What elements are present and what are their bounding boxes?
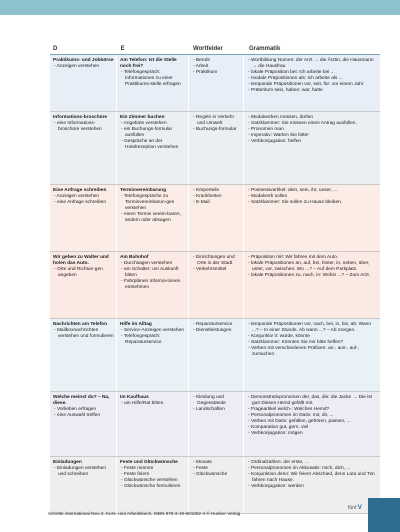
cell-title: Am Telefon: Ist die Stelle noch frei? [120, 58, 177, 69]
col-grammatik-cell [244, 319, 380, 391]
page-number-numeral: V [357, 505, 362, 511]
col-grammatik-cell [244, 252, 380, 318]
col-e-cell [117, 457, 189, 513]
col-d-cell [50, 319, 117, 391]
cell-item: - Possessivartikel: dein, sein, ihr, unser, ... [247, 188, 378, 194]
cell-item: - ein Buchungs-formular ausfüllen [120, 127, 186, 139]
cell-item: - Gespräche an der Hotelrezeption verstehen [120, 139, 186, 151]
cell-item: - Telefongespräch: Informationen zu einer Praktikums-stelle erfragen [120, 70, 186, 88]
cell-title: Ein Zimmer buchen [120, 115, 165, 120]
cell-item: - Präposition mit: Wir fahren mit dem Auto. [247, 255, 378, 261]
cell-item: - Personalpronomen im Akkusativ: mich, dich, ... [247, 466, 378, 472]
table-row [50, 457, 380, 514]
cell-item: - Landschaften [192, 407, 241, 413]
cell-item: - Verben mit Dativ: gefallen, gehören, passen, ... [247, 419, 378, 425]
cell-item: - Angebote verstehen [120, 121, 186, 127]
cell-item: - E-Mail [192, 200, 241, 206]
cell-item: - Berufe [192, 58, 241, 64]
col-grammatik-cell [244, 112, 380, 184]
cell-item: - Verbkonjugation: helfen [247, 139, 378, 145]
cell-title: Welche meinst du? – Na, diese. [53, 395, 110, 406]
cell-item: - Verkehrsmittel [192, 267, 241, 273]
cell-item: - Regeln in Verkehr und Umwelt [192, 115, 241, 127]
col-wortfelder-cell [189, 457, 244, 513]
col-e-cell [117, 392, 189, 456]
col-wortfelder-cell [189, 319, 244, 391]
top-color-bar [0, 0, 400, 15]
cell-item: - Durchsagen verstehen [120, 261, 186, 267]
cell-item: - eine Auswahl treffen [53, 413, 114, 419]
cell-item: - um Hilfe/Rat bitten [120, 401, 186, 407]
cell-title: Hilfe im Alltag [120, 322, 152, 327]
cell-item: - Demonstrativpronomen der, das, die: die Jacke → Die ist gut! Dieses Hemd gefällt mir. [247, 395, 378, 407]
cell-item: - Vorlieben erfragen [53, 407, 114, 413]
cell-item: - Körperteile [192, 188, 241, 194]
cell-item: - Mailboxnachrichten verstehen und formulieren [53, 328, 114, 340]
cell-item: - Wortbildung Nomen: der Arzt → die Ärztin, die Hausmann → die Hausfrau [247, 58, 378, 70]
col-d-cell [50, 392, 117, 456]
cell-item: - Einrichtungen und Orte in der Stadt [192, 255, 241, 267]
col-e-cell [117, 112, 189, 184]
cell-title: Nachrichten am Telefon [53, 322, 108, 327]
footer-credit: Schritte international Neu 2, Kurs- und Arbeitsbuch, ISBN 978-3-19-601082-4 © Hueber Verlag [48, 511, 241, 516]
cell-item: - Satzklammer: Sie sollen zu Hause bleiben. [247, 200, 378, 206]
col-d-cell [50, 185, 117, 251]
cell-item: - eine Anfrage schreiben [53, 200, 114, 206]
cell-item: - Kleidung und Gegenstände [192, 395, 241, 407]
cell-item: - Präteritum sein, haben: war, hatte [247, 88, 378, 94]
col-wortfelder-cell [189, 112, 244, 184]
cell-item: - Konjunktiv II: würde, könnte [247, 334, 378, 340]
cell-item: - Satzklammer: Könnten Sie mir bitte helfen? [247, 340, 378, 346]
cell-item: - Verben mit verschiedenen Präfixen: an-, aus-, auf-, zumachen [247, 346, 378, 358]
table-row [50, 319, 380, 392]
cell-item: - modale Präpositionen als: Ich arbeite als ... [247, 76, 378, 82]
cell-item: - Anzeigen verstehen [53, 194, 114, 200]
col-grammatik-cell [244, 55, 380, 111]
col-wortfelder-cell [189, 392, 244, 456]
table-row [50, 112, 380, 185]
column-header-d: D [53, 46, 58, 52]
cell-title: Feste und Glückwünsche [120, 460, 178, 465]
cell-item: - Frageartikel welch-: Welches Hemd? [247, 407, 378, 413]
col-e-cell [117, 319, 189, 391]
cell-item: - Krankheiten [192, 194, 241, 200]
column-header-e: E [120, 46, 125, 52]
cell-item: - Telefongespräch: Reparaturservice [120, 334, 186, 346]
col-e-cell [117, 252, 189, 318]
cell-title: Im Kaufhaus [120, 395, 149, 400]
cell-item: - lokale Präpositionen an, auf, bei, hinter, in, neben, über, unter, vor, zwischen: Wo ...? – Auf dem Parkplatz. [247, 261, 378, 273]
cell-title: Eine Anfrage schreiben [53, 188, 107, 193]
table-row [50, 392, 380, 457]
cell-item: - Telefongespräche zu Terminvereinbarun-gen verstehen [120, 194, 186, 212]
page-number [348, 505, 362, 511]
cell-item: - Glückwünsche formulieren [120, 484, 186, 490]
cell-item: - eine Informations-broschüre verstehen [53, 121, 114, 133]
cell-item: - Einladungen verstehen und schreiben [53, 466, 114, 478]
cell-item: - Komparation gut, gern, viel [247, 425, 378, 431]
cell-item: - Monate [192, 460, 241, 466]
cell-item: - Buchungs-formular [192, 127, 241, 133]
cell-item: - Modalverb sollen [247, 194, 378, 200]
cell-title: Terminvereinbarung [120, 188, 167, 193]
cell-item: - temporale Präpositionen vor, nach, bei, in, bis, ab: Wann ...? – In einer Stunde. Ab wann ...? – Ab morgen. [247, 322, 378, 334]
corner-block [368, 498, 400, 532]
column-header-wortfelder: Wortfelder [192, 46, 223, 52]
cell-item: - am Schalter: um Auskunft bitten [120, 267, 186, 279]
cell-item: - Satzklammer: Sie müssen einen Antrag ausfüllen. [247, 121, 378, 127]
col-d-cell [50, 55, 117, 111]
cell-item: - Imperativ: Warten Sie bitte! [247, 133, 378, 139]
col-e-cell [117, 55, 189, 111]
cell-item: - Glückwünsche [192, 472, 241, 478]
cell-title: Praktikums- und Jobbörse [53, 58, 114, 63]
cell-item: - Dienstleistungen [192, 328, 241, 334]
cell-item: - Ordinalzahlen: der erste, ... [247, 460, 378, 466]
cell-item: - Arbeit [192, 64, 241, 70]
cell-item: - Konjunktion denn: Wir feiern Abschied, denn Lara und Tim fahren nach Hause. [247, 472, 378, 484]
col-grammatik-cell [244, 392, 380, 456]
cell-item: - lokale Präpositionen zu, nach, in: Wohin ...? – Zum Arzt. [247, 273, 378, 279]
table-header [50, 38, 380, 52]
table-row [50, 252, 380, 319]
cell-item: - Praktikum [192, 70, 241, 76]
cell-item: - Personalpronomen im Dativ: mir, dir, ... [247, 413, 378, 419]
page-number-word: fünf [348, 505, 357, 511]
cell-item: - Fahrplänen Informa-tionen entnehmen [120, 279, 186, 291]
cell-item: - Modalverben müssen, dürfen [247, 115, 378, 121]
cell-title: Einladungen [53, 460, 82, 465]
cell-item: - Service-Anzeigen verstehen [120, 328, 186, 334]
col-wortfelder-cell [189, 185, 244, 251]
col-grammatik-cell [244, 185, 380, 251]
table-body [50, 55, 380, 514]
cell-item: - Reparaturservice [192, 322, 241, 328]
cell-title: Am Bahnhof [120, 255, 149, 260]
col-wortfelder-cell [189, 55, 244, 111]
col-d-cell [50, 252, 117, 318]
cell-item: - einen Termin verein-baren, ändern oder absagen [120, 212, 186, 224]
cell-item: - Feste nennen [120, 466, 186, 472]
col-e-cell [117, 185, 189, 251]
cell-title: Wir gehen zu Walter und holen das Auto. [53, 255, 109, 266]
col-d-cell [50, 457, 117, 513]
col-wortfelder-cell [189, 252, 244, 318]
col-d-cell [50, 112, 117, 184]
cell-item: - Feste feiern [120, 472, 186, 478]
cell-item: - Pronomen man [247, 127, 378, 133]
table-row [50, 185, 380, 252]
cell-item: - Anzeigen verstehen [53, 64, 114, 70]
cell-item: - Verbkonjugation: mögen [247, 431, 378, 437]
syllabus-table [50, 38, 380, 514]
cell-item: - Feste [192, 466, 241, 472]
cell-item: - Verbkonjugation: werden [247, 484, 378, 490]
cell-item: - Glückwünsche verstehen [120, 478, 186, 484]
cell-item: - lokale Präposition bei: Ich arbeite bei ... [247, 70, 378, 76]
cell-title: Informations-broschüre [53, 115, 108, 120]
table-row [50, 55, 380, 112]
cell-item: - temporale Präpositionen vor, seit, für: vor einem Jahr [247, 82, 378, 88]
cell-item: - Orte und Richtun-gen angeben [53, 267, 114, 279]
column-header-grammatik: Grammatik [248, 46, 281, 52]
